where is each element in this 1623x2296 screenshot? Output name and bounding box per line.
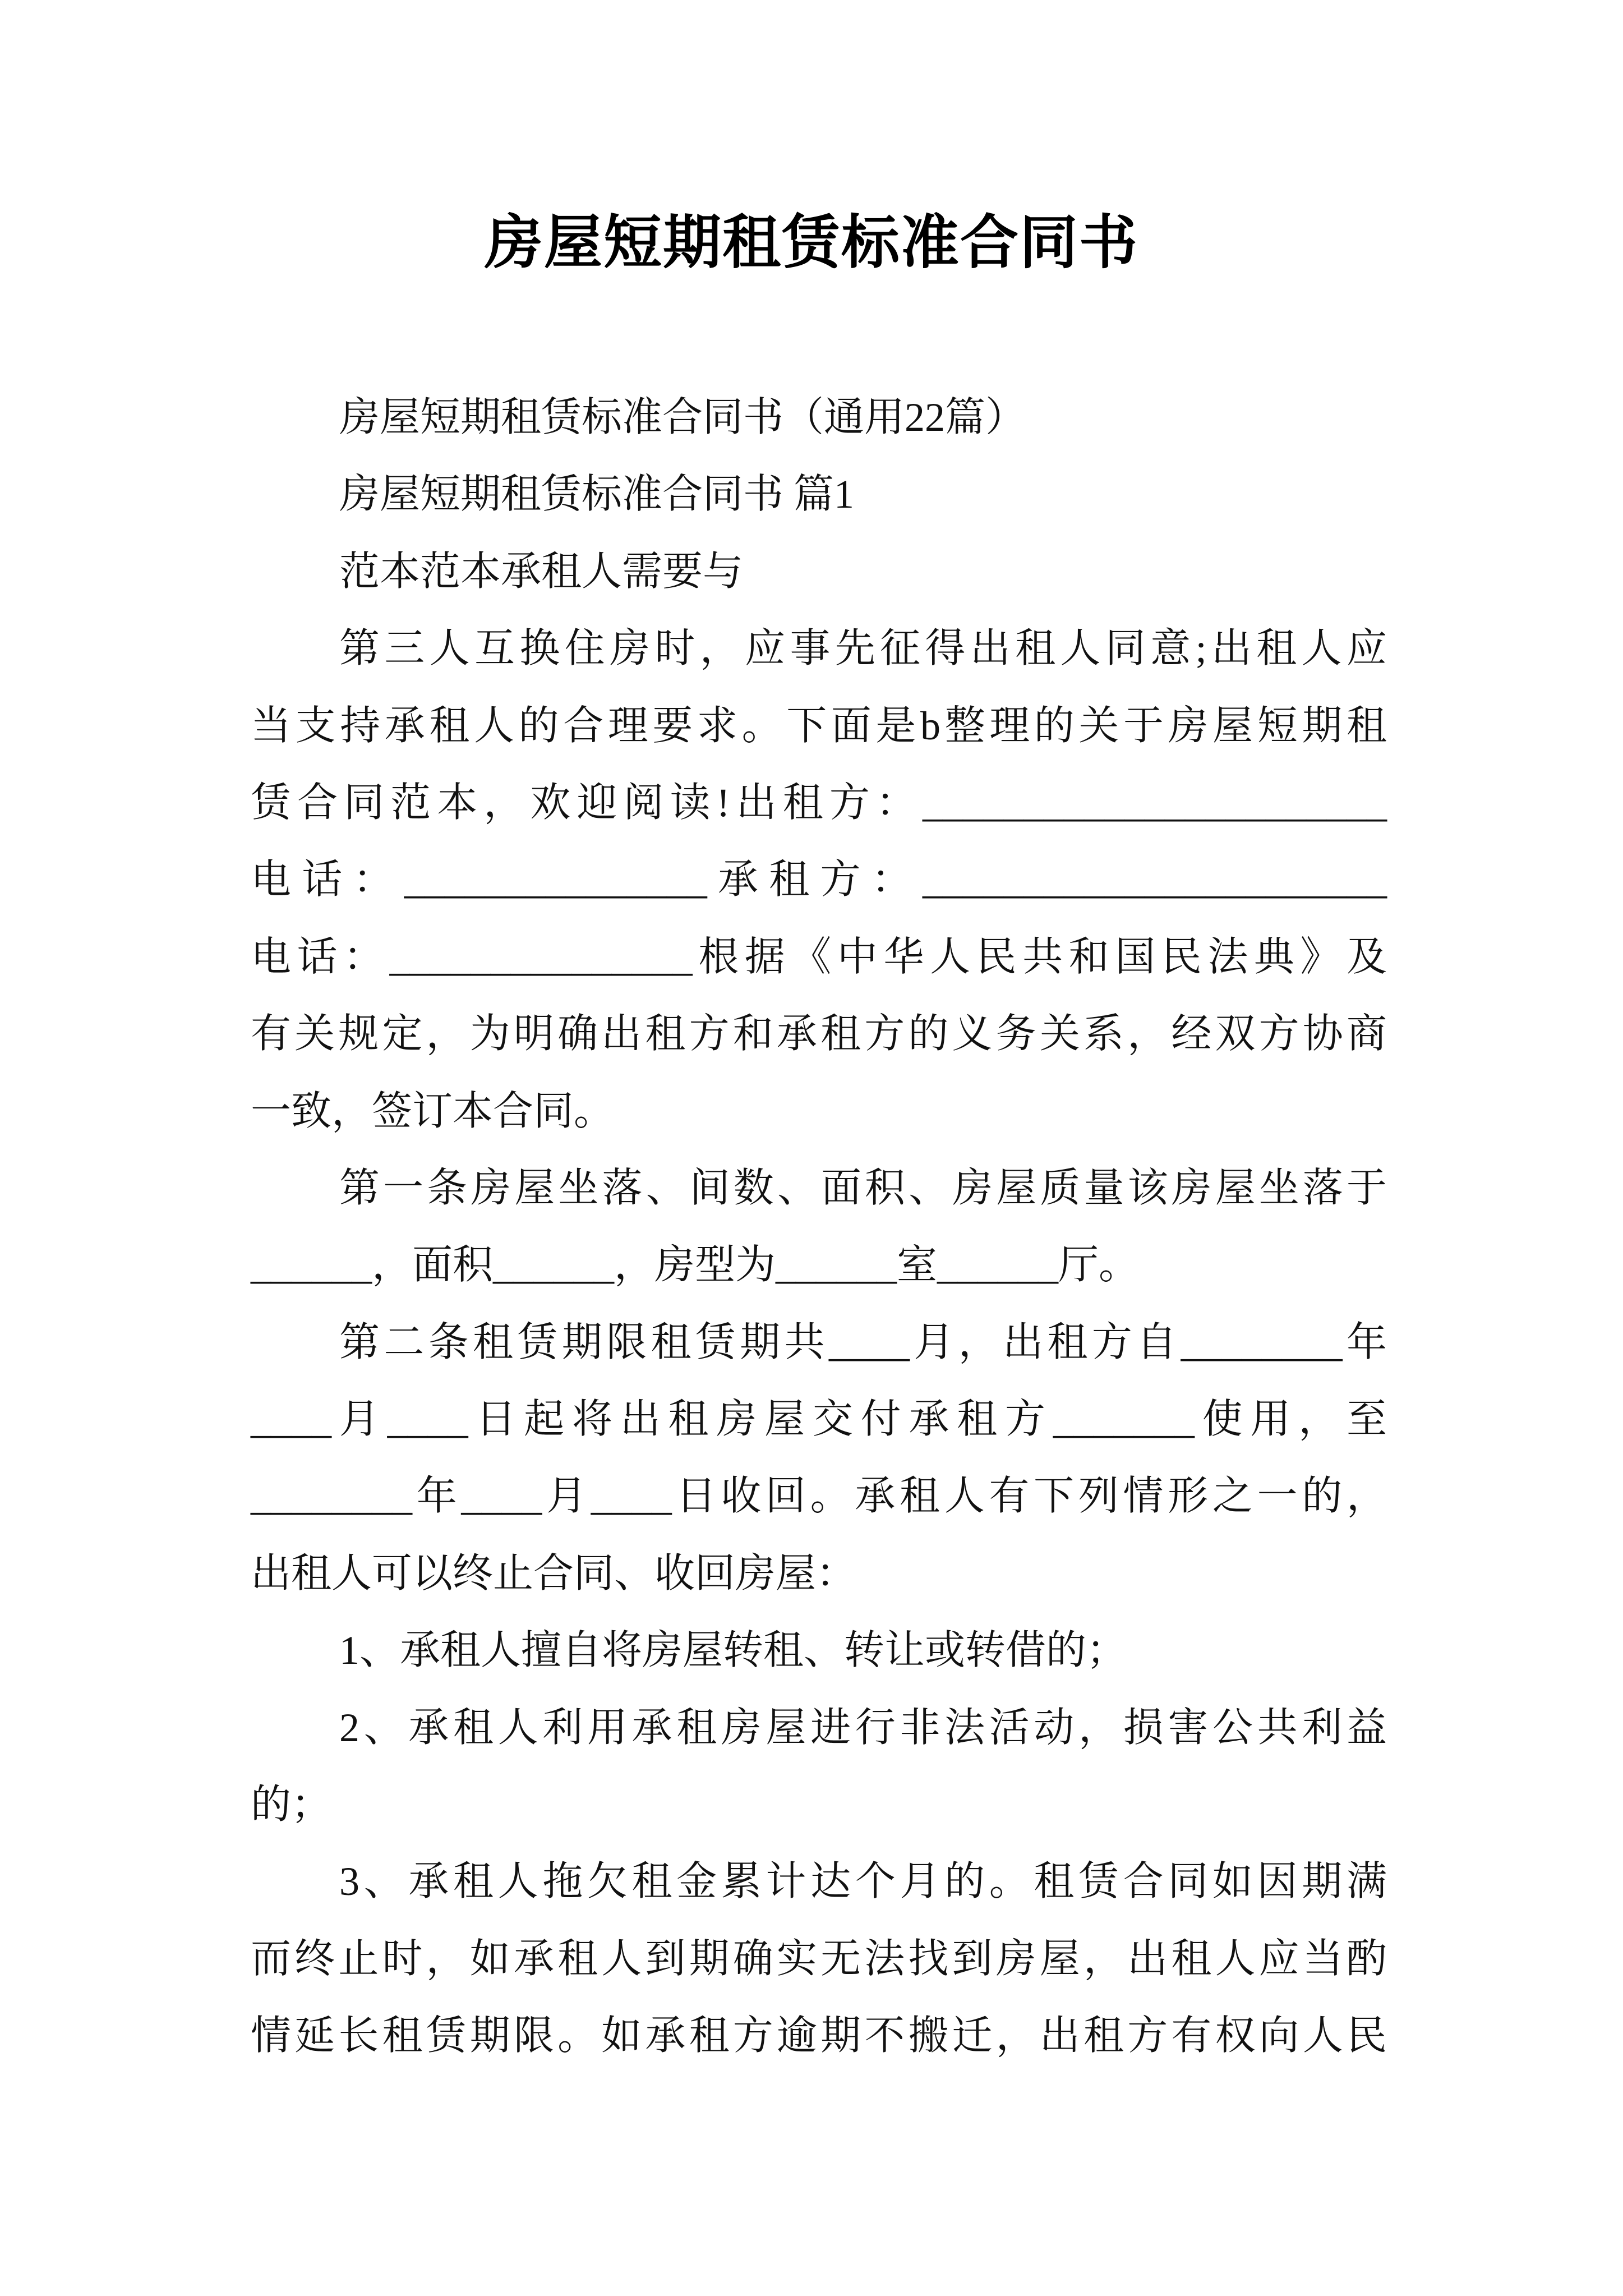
- paragraph: [251, 610, 1387, 1150]
- paragraph-line: 而终止时，如承租人到期确实无法找到房屋，出租人应当酌: [251, 1936, 1387, 1981]
- paragraph: [251, 1304, 1387, 1613]
- paragraph-line: 情延长租赁期限。如承租方逾期不搬迁，出租方有权向人民: [251, 2013, 1387, 2059]
- paragraph: [251, 1690, 1387, 1844]
- paragraph-line: 房屋短期租赁标准合同书（通用22篇）: [339, 395, 1026, 440]
- paragraph-line: 出租人可以终止合同、收回房屋：: [251, 1550, 857, 1596]
- paragraph: [251, 379, 1387, 456]
- document-title: 房屋短期租赁标准合同书: [484, 211, 1138, 275]
- paragraph: [251, 1612, 1387, 1689]
- paragraph-line: 范本范本承租人需要与: [339, 549, 744, 594]
- paragraph-line: 1、承租人擅自将房屋转租、转让或转借的；: [339, 1628, 1127, 1673]
- paragraph-line: 第二条租赁期限租赁期共____月，出租方自________年: [339, 1319, 1387, 1365]
- paragraph-line: ______，面积______，房型为______室______厅。: [251, 1243, 1140, 1288]
- paragraph: [251, 1150, 1387, 1304]
- paragraph-line: 第一条房屋坐落、间数、面积、房屋质量该房屋坐落于: [339, 1165, 1387, 1211]
- paragraph-line: 当支持承租人的合理要求。下面是b整理的关于房屋短期租: [251, 703, 1387, 748]
- paragraph: [251, 533, 1387, 610]
- document-body: [251, 379, 1387, 2075]
- paragraph-line: 有关规定，为明确出租方和承租方的义务关系，经双方协商: [251, 1011, 1387, 1057]
- paragraph-line: 2、承租人利用承租房屋进行非法活动，损害公共利益: [339, 1705, 1387, 1750]
- paragraph-line: 3、承租人拖欠租金累计达个月的。租赁合同如因期满: [339, 1859, 1387, 1904]
- paragraph-line: ________年____月____日收回。承租人有下列情形之一的，: [251, 1474, 1387, 1519]
- paragraph: [251, 456, 1387, 533]
- paragraph-line: 第三人互换住房时，应事先征得出租人同意;出租人应: [339, 626, 1387, 671]
- paragraph-line: 电话：_______________承租方：_______________________: [251, 857, 1387, 903]
- paragraph-line: 一致，签订本合同。: [251, 1088, 615, 1134]
- paragraph-line: 电话：_______________根据《中华人民共和国民法典》及: [251, 934, 1387, 979]
- paragraph: [251, 1843, 1387, 2074]
- paragraph-line: 房屋短期租赁标准合同书 篇1: [339, 472, 855, 517]
- paragraph-line: 的；: [251, 1782, 332, 1828]
- paragraph-line: ____月____日起将出租房屋交付承租方_______使用，至: [251, 1397, 1387, 1442]
- paragraph-line: 赁合同范本，欢迎阅读!出租方：_______________________: [251, 780, 1387, 825]
